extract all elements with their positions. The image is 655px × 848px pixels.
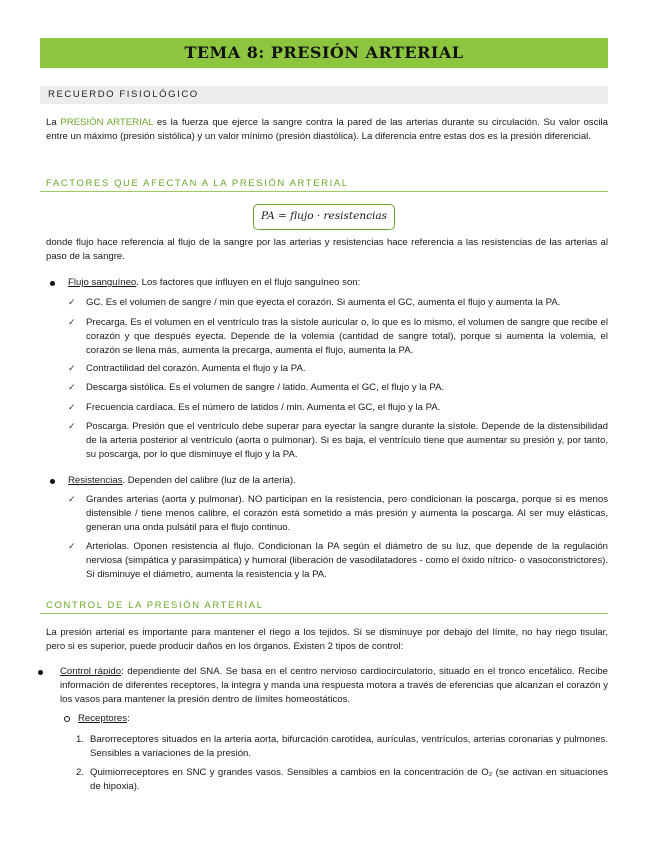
page-title: TEMA 8: PRESIÓN ARTERIAL [184, 43, 464, 63]
bullet-dot-icon [50, 479, 55, 484]
control-rapido-rest: : dependiente del SNA. Se basa en el centro nervioso cardiocirculatorio, situado en el tronco encefálico. Recibe información de diferentes receptores, la integra y manda una respuesta motora a través de eferencias que alcanzan el corazón y los vasos para mantener la presión dentro de límites homeostáticos. [60, 666, 608, 705]
check-icon: ✓ [68, 317, 76, 327]
recuerdo-text-rest: es la fuerza que ejerce la sangre contra la pared de las arterias durante su circulación. Su valor oscila entre un máximo (presión sistólica) y un valor mínimo (presión diastólica). La diferencia entre estas dos es la presión diferencial. [46, 117, 608, 142]
resistencias-rest: . Dependen del calibre (luz de la arteria). [122, 475, 296, 486]
number-label: 2. [76, 767, 85, 778]
check-item-arteriolas [68, 540, 608, 582]
check-icon: ✓ [68, 297, 76, 307]
formula-box: PA = flujo · resistencias [253, 204, 395, 230]
check-item-text: Contractilidad del corazón. Aumenta el flujo y la PA. [86, 363, 306, 374]
check-icon: ✓ [68, 402, 76, 412]
bullet-dot-icon [38, 670, 43, 675]
resistencias-label: Resistencias [68, 475, 123, 486]
check-icon: ✓ [68, 494, 76, 504]
check-item-precarga [68, 316, 608, 358]
numbered-item-text: Quimiorreceptores en SNC y grandes vasos. Sensibles a cambios en la concentración de O₂ (se activan en situaciones de hipoxia). [90, 767, 608, 792]
control-intro: La presión arterial es importante para mantener el riego a los tejidos. Si se disminuye por debajo del límite, no hay riego tisular, pero si es superior, puede producir daños en los órganos. Existen 2 tipos de control: [46, 627, 608, 652]
check-icon: ✓ [68, 421, 76, 431]
bullet-control-rapido [38, 665, 608, 707]
check-item-grandes-arterias [68, 493, 608, 535]
receptores-label: Receptores [78, 713, 128, 724]
bullet-resistencias [50, 474, 610, 488]
check-item-text: Grandes arterias (aorta y pulmonar). NO participan en la resistencia, pero condicionan la poscarga, porque si es menos distensible / tiene menos calibre, el corazón está sometido a más presión y aumenta la poscarga. Al ser muy elásticas, generan una onda pulsátil para el flujo continuo. [86, 494, 608, 533]
check-item-text: Poscarga. Presión que el ventrículo debe superar para eyectar la sangre durante la sístole. Depende de la distensibilidad de la arteria posterior al ventrículo (aorta o pulmonar). Si es baja, el ventrículo tiene que aumentar su presión y, por tanto, su poscarga, por lo que disminuye el flujo y la PA. [86, 421, 608, 460]
recuerdo-text-start: La [46, 117, 61, 128]
check-item-gc [68, 296, 608, 310]
ring-bullet-icon [64, 716, 70, 722]
numbered-item-1 [76, 733, 608, 761]
receptores-colon: : [127, 713, 130, 724]
numbered-item-text: Barorreceptores situados en la arteria aorta, bifurcación carotídea, aurículas, ventrículos, arterias coronarias y pulmones. Sensibles a variaciones de la presión. [90, 734, 608, 759]
check-item-text: Frecuencia cardíaca. Es el número de latidos / min. Aumenta el GC, el flujo y la PA. [86, 402, 441, 413]
check-item-text: Arteriolas. Oponen resistencia al flujo. Condicionan la PA según el diámetro de su luz, que depende de la regulación nerviosa (simpática y parasimpática) y humoral (liberación de vasodilatadores - como el óxido nítrico- o vasoconstrictores). Si disminuye el diámetro, aumenta la resistencia y la PA. [86, 541, 608, 580]
check-icon: ✓ [68, 541, 76, 551]
bullet-dot-icon [50, 281, 55, 286]
bullet-flujo [50, 276, 610, 290]
title-banner [40, 38, 608, 68]
check-icon: ✓ [68, 363, 76, 373]
recuerdo-paragraph [46, 116, 608, 144]
sub-bullet-receptores [64, 712, 608, 726]
section-heading-control: CONTROL DE LA PRESIÓN ARTERIAL [40, 598, 608, 614]
number-label: 1. [76, 734, 85, 745]
flujo-rest: . Los factores que influyen en el flujo sanguíneo son: [136, 277, 361, 288]
check-item-descarga [68, 381, 608, 395]
factores-intro: donde flujo hace referencia al flujo de la sangre por las arterias y resistencias hace referencia a las resistencias de las arterias al paso de la sangre. [46, 237, 608, 262]
numbered-item-2 [76, 766, 608, 794]
check-item-text: GC. Es el volumen de sangre / min que eyecta el corazón. Si aumenta el GC, aumenta el flujo y aumenta la PA. [86, 297, 561, 308]
flujo-label: Flujo sanguíneo [68, 277, 137, 288]
section-heading-factores: FACTORES QUE AFECTAN A LA PRESIÓN ARTERIAL [40, 176, 608, 192]
check-item-poscarga [68, 420, 608, 462]
check-item-text: Descarga sistólica. Es el volumen de sangre / latido. Aumenta el GC, el flujo y la PA. [86, 382, 445, 393]
check-item-frecuencia [68, 401, 608, 415]
check-item-contractilidad [68, 362, 608, 376]
section-heading-recuerdo: RECUERDO FISIOLÓGICO [40, 86, 608, 104]
check-item-text: Precarga. Es el volumen en el ventrículo tras la sístole auricular o, lo que es lo mismo, el volumen de sangre que recibe el corazón y que después eyecta. Depende de la volemia (cantidad de sangre total), porque si aumenta la volemia, el corazón se llena más, aumenta la precarga, aumenta el flujo, aumenta la PA. [86, 317, 608, 356]
presion-arterial-highlight: PRESIÓN ARTERIAL [60, 117, 154, 128]
check-icon: ✓ [68, 382, 76, 392]
control-rapido-label: Control rápido [60, 666, 122, 677]
